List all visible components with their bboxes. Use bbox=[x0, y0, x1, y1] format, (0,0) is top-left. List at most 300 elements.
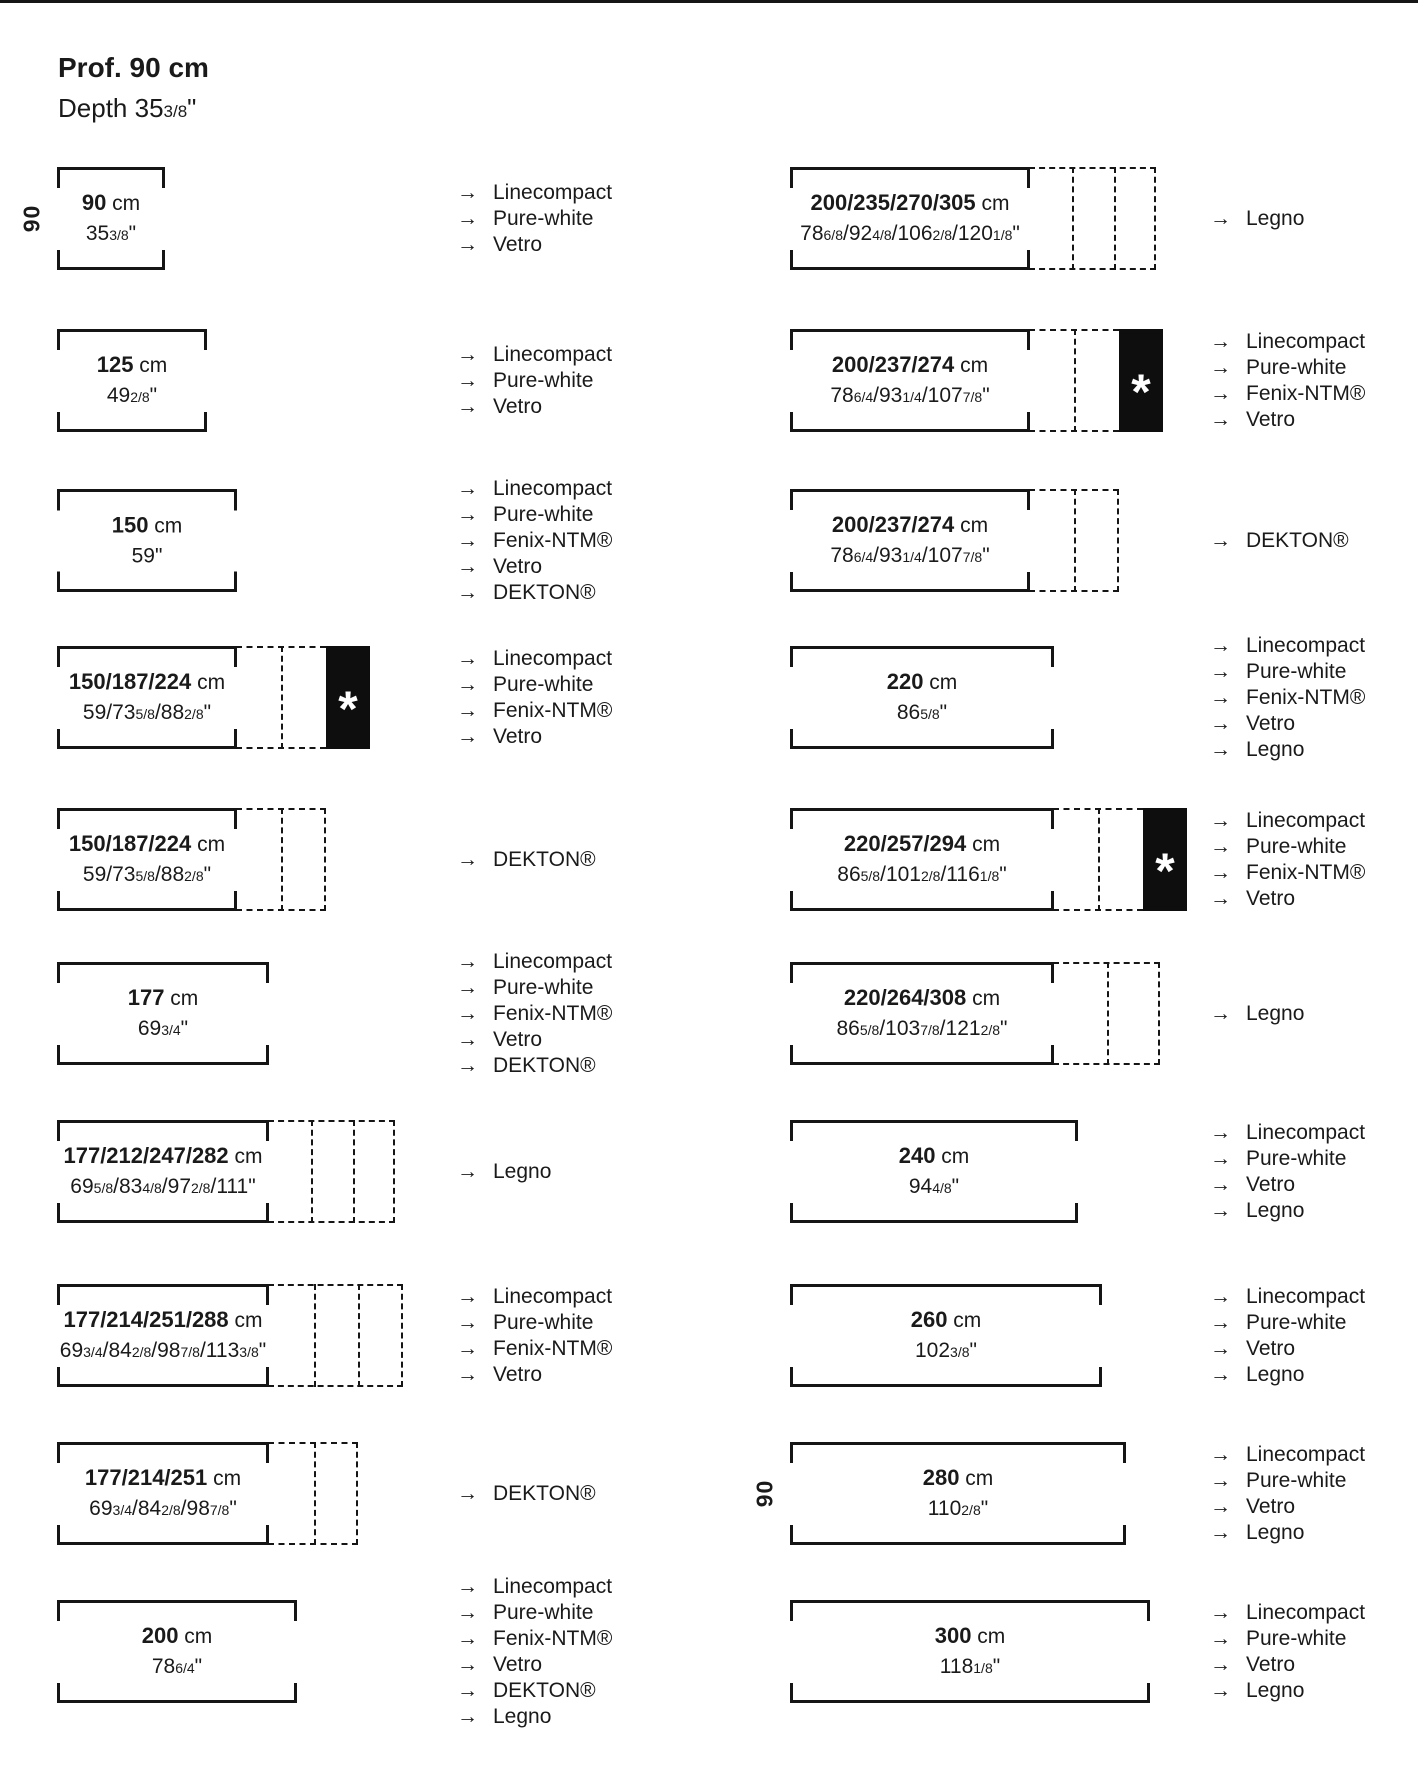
arrow-icon: → bbox=[457, 1574, 478, 1598]
arrow-icon: → bbox=[1210, 329, 1231, 353]
material-name: Linecompact bbox=[1246, 329, 1366, 353]
size-value-cm: 220 bbox=[886, 668, 924, 694]
size-label bbox=[57, 1141, 269, 1203]
page-header bbox=[58, 52, 209, 124]
table-size-diagram bbox=[57, 1442, 358, 1545]
material-item bbox=[1210, 329, 1365, 355]
table-size-diagram bbox=[790, 646, 1054, 749]
size-label-inches: 786/8/924/8/1062/8/1201/8" bbox=[800, 221, 1020, 245]
materials-list bbox=[457, 1574, 612, 1730]
cm-unit: cm bbox=[213, 1466, 242, 1490]
material-name: DEKTON® bbox=[1246, 528, 1349, 552]
depth-side-label bbox=[11, 167, 53, 270]
inch-value: 120 bbox=[957, 221, 993, 245]
inch-value: 103 bbox=[885, 1016, 921, 1040]
material-name: Legno bbox=[1246, 737, 1305, 761]
size-label-cm bbox=[57, 1621, 297, 1652]
material-item bbox=[457, 232, 612, 258]
inch-fraction: 7/8 bbox=[209, 1501, 230, 1518]
material-item bbox=[457, 1600, 612, 1626]
size-label-cm bbox=[790, 188, 1030, 219]
arrow-icon: → bbox=[1210, 1626, 1231, 1650]
inch-fraction: 2/8 bbox=[920, 867, 941, 884]
inch-value: 94 bbox=[908, 1174, 933, 1198]
materials-list bbox=[1210, 1284, 1365, 1388]
material-name: Legno bbox=[1246, 206, 1305, 230]
cm-unit: cm bbox=[981, 191, 1010, 215]
size-value-cm: 177/214/251 bbox=[84, 1464, 208, 1490]
material-item bbox=[1210, 886, 1365, 912]
material-name: Fenix-NTM® bbox=[493, 1626, 613, 1650]
size-label bbox=[57, 983, 269, 1045]
arrow-icon: → bbox=[1210, 355, 1231, 379]
extension-dashed-outline bbox=[268, 1284, 403, 1387]
extension-step-line bbox=[1072, 167, 1074, 270]
material-item bbox=[457, 1053, 612, 1079]
inch-value: 92 bbox=[848, 221, 873, 245]
inch-mark: " bbox=[149, 383, 158, 407]
arrow-icon: → bbox=[1210, 1678, 1231, 1702]
depth-side-label-text: 90 bbox=[751, 1479, 778, 1508]
inch-value: 88 bbox=[160, 700, 185, 724]
size-label bbox=[790, 188, 1030, 250]
size-value-cm: 300 bbox=[934, 1622, 972, 1648]
cm-unit: cm bbox=[960, 353, 989, 377]
size-label-inches: 59/735/8/882/8" bbox=[82, 700, 212, 724]
material-name: DEKTON® bbox=[493, 1481, 596, 1505]
material-name: Fenix-NTM® bbox=[1246, 860, 1366, 884]
inch-value: 73 bbox=[112, 700, 136, 724]
arrow-icon: → bbox=[1210, 206, 1231, 230]
arrow-icon: → bbox=[1210, 711, 1231, 735]
materials-list bbox=[1210, 633, 1365, 763]
inch-fraction: 5/8 bbox=[135, 705, 155, 722]
material-name: DEKTON® bbox=[493, 1678, 596, 1702]
size-value-cm: 200/237/274 bbox=[831, 351, 955, 377]
cm-unit: cm bbox=[972, 986, 1001, 1010]
inch-value: 88 bbox=[160, 862, 185, 886]
inch-fraction: 6/4 bbox=[853, 548, 874, 565]
material-name: Vetro bbox=[493, 724, 543, 748]
arrow-icon: → bbox=[1210, 834, 1231, 858]
cm-unit: cm bbox=[234, 1144, 263, 1168]
arrow-icon: → bbox=[1210, 1146, 1231, 1170]
inch-value: 98 bbox=[157, 1338, 181, 1362]
inch-value: 86 bbox=[896, 700, 921, 724]
inch-fraction: 5/8 bbox=[920, 705, 940, 722]
arrow-icon: → bbox=[1210, 633, 1231, 657]
material-name: Vetro bbox=[493, 1362, 543, 1386]
size-label-cm bbox=[790, 510, 1030, 541]
asterisk-icon: * bbox=[1131, 363, 1151, 420]
size-label-inches bbox=[57, 1652, 297, 1683]
material-name: DEKTON® bbox=[493, 847, 596, 871]
cm-unit: cm bbox=[197, 832, 226, 856]
material-item bbox=[1210, 1600, 1365, 1626]
inch-value: 59 bbox=[82, 700, 107, 724]
inch-mark: " bbox=[980, 1496, 989, 1520]
material-name: Linecompact bbox=[1246, 1284, 1366, 1308]
material-item bbox=[457, 1284, 612, 1310]
material-name: Pure-white bbox=[1246, 1468, 1347, 1492]
size-label bbox=[790, 1621, 1150, 1683]
table-size-diagram bbox=[790, 329, 1163, 432]
arrow-icon: → bbox=[457, 975, 478, 999]
arrow-icon: → bbox=[1210, 886, 1231, 910]
materials-list bbox=[1210, 206, 1304, 232]
material-name: Linecompact bbox=[493, 949, 613, 973]
inch-value: 73 bbox=[112, 862, 136, 886]
material-name: Vetro bbox=[1246, 886, 1296, 910]
size-label-inches: 695/8/834/8/972/8/111" bbox=[70, 1174, 256, 1198]
material-item bbox=[457, 554, 612, 580]
inch-fraction: 5/8 bbox=[860, 867, 881, 884]
table-size-diagram bbox=[57, 1120, 395, 1223]
materials-list bbox=[1210, 1001, 1304, 1027]
cm-unit: cm bbox=[170, 986, 199, 1010]
arrow-icon: → bbox=[457, 672, 478, 696]
arrow-icon: → bbox=[457, 1362, 478, 1386]
arrow-icon: → bbox=[1210, 1198, 1231, 1222]
inch-mark: " bbox=[194, 1654, 203, 1678]
inch-mark: " bbox=[951, 1174, 960, 1198]
extension-step-line bbox=[1074, 329, 1076, 432]
arrow-icon: → bbox=[457, 1626, 478, 1650]
inch-value: 97 bbox=[167, 1174, 191, 1198]
arrow-icon: → bbox=[457, 232, 478, 256]
material-item bbox=[457, 1310, 612, 1336]
material-item bbox=[457, 724, 612, 750]
size-value-cm: 90 bbox=[81, 189, 107, 215]
material-item bbox=[457, 698, 612, 724]
extension-step-line bbox=[311, 1120, 313, 1223]
size-label bbox=[790, 350, 1030, 412]
extension-step-line bbox=[281, 808, 283, 911]
size-label-inches bbox=[57, 1014, 269, 1045]
arrow-icon: → bbox=[457, 1652, 478, 1676]
inch-value: 101 bbox=[885, 862, 921, 886]
extension-step-line bbox=[1098, 808, 1100, 911]
inch-fraction: 7/8 bbox=[962, 388, 983, 405]
material-name: Pure-white bbox=[493, 368, 594, 392]
materials-list bbox=[457, 476, 612, 606]
materials-list bbox=[1210, 808, 1365, 912]
material-item bbox=[1210, 1120, 1365, 1146]
inch-mark: " bbox=[939, 700, 948, 724]
material-name: Vetro bbox=[1246, 1652, 1296, 1676]
material-name: Legno bbox=[1246, 1198, 1305, 1222]
material-name: Legno bbox=[1246, 1678, 1305, 1702]
size-value-cm: 177/214/251/288 bbox=[63, 1306, 229, 1332]
material-name: Vetro bbox=[493, 232, 543, 256]
inch-value: 69 bbox=[89, 1496, 113, 1520]
material-item bbox=[457, 528, 612, 554]
size-label-cm bbox=[790, 667, 1054, 698]
material-item bbox=[1210, 355, 1365, 381]
material-name: Legno bbox=[493, 1704, 552, 1728]
inch-fraction: 2/8 bbox=[131, 1343, 152, 1360]
material-item bbox=[457, 1159, 551, 1185]
inch-fraction: 7/8 bbox=[180, 1343, 200, 1360]
inch-value: 113 bbox=[205, 1338, 240, 1362]
table-size-diagram bbox=[57, 646, 370, 749]
arrow-icon: → bbox=[1210, 1442, 1231, 1466]
material-item bbox=[457, 580, 612, 606]
inch-value: 93 bbox=[879, 543, 903, 567]
inch-mark: " bbox=[258, 1338, 267, 1362]
inch-fraction: 2/8 bbox=[130, 388, 150, 405]
arrow-icon: → bbox=[457, 206, 478, 230]
arrow-icon: → bbox=[1210, 1600, 1231, 1624]
size-label-cm bbox=[790, 829, 1054, 860]
inch-value: 78 bbox=[800, 221, 824, 245]
inch-value: 78 bbox=[830, 543, 854, 567]
inch-mark: " bbox=[999, 862, 1007, 886]
material-name: Linecompact bbox=[493, 646, 613, 670]
size-value-cm: 240 bbox=[898, 1142, 936, 1168]
size-label bbox=[790, 1305, 1102, 1367]
material-name: Pure-white bbox=[493, 1310, 594, 1334]
material-item bbox=[1210, 737, 1365, 763]
inch-fraction: 3/8 bbox=[950, 1343, 970, 1360]
size-value-cm: 200/235/270/305 bbox=[810, 189, 976, 215]
material-name: Linecompact bbox=[1246, 633, 1366, 657]
material-name: Fenix-NTM® bbox=[493, 1336, 613, 1360]
extension-step-line bbox=[353, 1120, 355, 1223]
size-label-inches bbox=[57, 381, 207, 412]
page-title: Prof. 90 cm bbox=[58, 52, 209, 83]
material-name: Fenix-NTM® bbox=[493, 528, 613, 552]
material-item bbox=[457, 476, 612, 502]
inch-fraction: 1/4 bbox=[902, 388, 922, 405]
material-name: Legno bbox=[1246, 1520, 1305, 1544]
material-item bbox=[1210, 808, 1365, 834]
cm-unit: cm bbox=[977, 1624, 1006, 1648]
size-value-cm: 177 bbox=[127, 984, 165, 1010]
cm-unit: cm bbox=[184, 1624, 213, 1648]
arrow-icon: → bbox=[1210, 1652, 1231, 1676]
inch-mark: " bbox=[1000, 1016, 1008, 1040]
inch-value: 49 bbox=[106, 383, 131, 407]
material-name: DEKTON® bbox=[493, 1053, 596, 1077]
inch-mark: " bbox=[248, 1174, 256, 1198]
asterisk-badge bbox=[326, 646, 370, 749]
arrow-icon: → bbox=[1210, 1468, 1231, 1492]
materials-list bbox=[457, 1481, 596, 1507]
size-label bbox=[790, 829, 1054, 891]
depth-label-text: Depth 35 bbox=[58, 93, 164, 123]
table-size-diagram bbox=[57, 808, 326, 911]
material-item bbox=[457, 1678, 612, 1704]
materials-list bbox=[1210, 1442, 1365, 1546]
size-label-cm bbox=[57, 188, 165, 219]
material-item bbox=[1210, 407, 1365, 433]
inch-mark: " bbox=[1012, 221, 1020, 245]
cm-unit: cm bbox=[960, 513, 989, 537]
size-value-cm: 260 bbox=[910, 1306, 948, 1332]
arrow-icon: → bbox=[457, 1678, 478, 1702]
material-item bbox=[457, 1574, 612, 1600]
material-item bbox=[1210, 1172, 1365, 1198]
arrow-icon: → bbox=[1210, 1494, 1231, 1518]
material-name: Linecompact bbox=[493, 180, 613, 204]
arrow-icon: → bbox=[457, 1001, 478, 1025]
size-label-cm bbox=[57, 1463, 269, 1494]
inch-value: 84 bbox=[108, 1338, 132, 1362]
material-name: Vetro bbox=[1246, 1172, 1296, 1196]
size-label-cm bbox=[57, 510, 237, 541]
arrow-icon: → bbox=[1210, 381, 1231, 405]
inch-mark: " bbox=[982, 383, 990, 407]
arrow-icon: → bbox=[1210, 685, 1231, 709]
size-label bbox=[790, 510, 1030, 572]
materials-list bbox=[457, 342, 612, 420]
size-label-cm bbox=[790, 1141, 1078, 1172]
material-item bbox=[1210, 1442, 1365, 1468]
arrow-icon: → bbox=[457, 554, 478, 578]
material-name: Linecompact bbox=[1246, 808, 1366, 832]
arrow-icon: → bbox=[457, 847, 478, 871]
size-label-cm bbox=[790, 350, 1030, 381]
inch-fraction: 5/8 bbox=[93, 1179, 114, 1196]
cm-unit: cm bbox=[234, 1308, 263, 1332]
arrow-icon: → bbox=[457, 1284, 478, 1308]
arrow-icon: → bbox=[457, 476, 478, 500]
material-item bbox=[457, 368, 612, 394]
extension-dashed-outline bbox=[1029, 167, 1156, 270]
material-name: Linecompact bbox=[493, 342, 613, 366]
material-item bbox=[1210, 1001, 1304, 1027]
arrow-icon: → bbox=[457, 502, 478, 526]
size-label-cm bbox=[790, 1305, 1102, 1336]
material-name: Vetro bbox=[1246, 407, 1296, 431]
arrow-icon: → bbox=[457, 1310, 478, 1334]
size-label-cm bbox=[790, 1463, 1126, 1494]
size-label-cm bbox=[57, 1141, 269, 1172]
material-name: Fenix-NTM® bbox=[493, 698, 613, 722]
material-name: Vetro bbox=[1246, 1494, 1296, 1518]
material-item bbox=[1210, 1146, 1365, 1172]
materials-list bbox=[457, 847, 596, 873]
materials-list bbox=[457, 1159, 551, 1185]
material-item bbox=[1210, 685, 1365, 711]
material-name: Vetro bbox=[1246, 1336, 1296, 1360]
inch-fraction: 1/4 bbox=[902, 548, 922, 565]
material-item bbox=[457, 1626, 612, 1652]
extension-step-line bbox=[1074, 489, 1076, 592]
arrow-icon: → bbox=[1210, 528, 1231, 552]
materials-list bbox=[1210, 1600, 1365, 1704]
inch-value: 118 bbox=[939, 1654, 974, 1678]
material-name: Vetro bbox=[493, 1027, 543, 1051]
arrow-icon: → bbox=[457, 580, 478, 604]
size-label bbox=[57, 188, 165, 250]
inch-value: 86 bbox=[836, 1016, 860, 1040]
material-name: Fenix-NTM® bbox=[1246, 381, 1366, 405]
size-value-cm: 150 bbox=[111, 512, 149, 537]
material-name: Legno bbox=[493, 1159, 552, 1183]
size-label-inches: 693/4/842/8/987/8" bbox=[89, 1496, 237, 1520]
inch-value: 106 bbox=[897, 221, 933, 245]
inch-fraction: 6/4 bbox=[853, 388, 874, 405]
size-label bbox=[57, 1621, 297, 1683]
size-value-cm: 125 bbox=[96, 351, 134, 377]
inch-fraction: 2/8 bbox=[161, 1501, 181, 1518]
arrow-icon: → bbox=[1210, 1310, 1231, 1334]
cm-unit: cm bbox=[154, 514, 183, 537]
size-label bbox=[790, 667, 1054, 729]
table-size-diagram bbox=[57, 329, 207, 432]
size-label-inches bbox=[790, 698, 1054, 729]
size-label-cm bbox=[57, 350, 207, 381]
arrow-icon: → bbox=[457, 698, 478, 722]
cm-unit: cm bbox=[965, 1466, 994, 1490]
material-item bbox=[457, 1481, 596, 1507]
material-name: Pure-white bbox=[493, 206, 594, 230]
materials-list bbox=[457, 646, 612, 750]
inch-mark: " bbox=[982, 543, 990, 567]
arrow-icon: → bbox=[457, 342, 478, 366]
arrow-icon: → bbox=[1210, 659, 1231, 683]
material-name: Vetro bbox=[1246, 711, 1296, 735]
material-item bbox=[457, 1001, 612, 1027]
arrow-icon: → bbox=[1210, 1284, 1231, 1308]
depth-fraction: 3/8 bbox=[163, 102, 188, 121]
material-item bbox=[1210, 1520, 1365, 1546]
inch-fraction: 4/8 bbox=[932, 1179, 952, 1196]
extension-dashed-outline bbox=[268, 1442, 358, 1545]
inch-mark: " bbox=[203, 700, 212, 724]
arrow-icon: → bbox=[457, 1027, 478, 1051]
size-label bbox=[57, 667, 237, 729]
table-size-diagram bbox=[790, 1284, 1102, 1387]
inch-fraction: 4/8 bbox=[872, 226, 892, 243]
material-item bbox=[1210, 1336, 1365, 1362]
arrow-icon: → bbox=[457, 949, 478, 973]
inch-value: 98 bbox=[186, 1496, 210, 1520]
size-value-cm: 150/187/224 bbox=[68, 668, 192, 694]
inch-value: 83 bbox=[118, 1174, 143, 1198]
inch-fraction: 2/8 bbox=[184, 867, 204, 884]
inch-value: 102 bbox=[915, 1338, 951, 1362]
inch-value: 59 bbox=[82, 862, 107, 886]
material-name: Linecompact bbox=[493, 1574, 613, 1598]
arrow-icon: → bbox=[1210, 407, 1231, 431]
material-name: Fenix-NTM® bbox=[1246, 685, 1366, 709]
size-value-cm: 177/212/247/282 bbox=[63, 1142, 229, 1168]
size-label bbox=[57, 829, 237, 891]
material-item bbox=[1210, 381, 1365, 407]
material-item bbox=[1210, 834, 1365, 860]
inch-value: 78 bbox=[151, 1654, 176, 1678]
size-label-inches: 865/8/1037/8/1212/8" bbox=[836, 1016, 1008, 1040]
inch-fraction: 7/8 bbox=[962, 548, 983, 565]
table-size-diagram bbox=[57, 1284, 403, 1387]
inch-value: 111 bbox=[216, 1174, 249, 1198]
material-item bbox=[457, 949, 612, 975]
material-name: Pure-white bbox=[1246, 1146, 1347, 1170]
size-label-cm bbox=[790, 1621, 1150, 1652]
inch-value: 84 bbox=[137, 1496, 162, 1520]
extension-step-line bbox=[1114, 167, 1116, 270]
material-item bbox=[1210, 659, 1365, 685]
size-label bbox=[57, 1463, 269, 1525]
cm-unit: cm bbox=[972, 832, 1001, 856]
material-item bbox=[457, 502, 612, 528]
inch-fraction: 3/8 bbox=[109, 226, 129, 243]
material-item bbox=[457, 1027, 612, 1053]
material-name: Legno bbox=[1246, 1001, 1305, 1025]
